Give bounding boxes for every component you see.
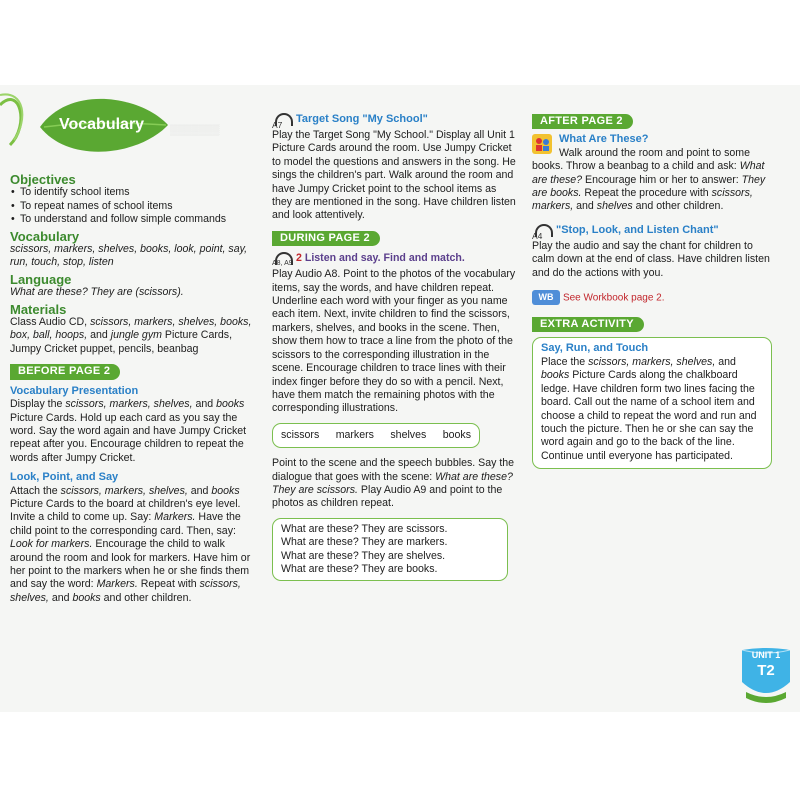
- bleed-through: ▒▒▒▒▒▒▒: [170, 125, 220, 136]
- listen-heading: Listen and say. Find and match.: [304, 252, 465, 265]
- language-heading: Language: [10, 271, 72, 287]
- during-page-bar: DURING PAGE 2: [272, 231, 516, 246]
- language-text: What are these? They are (scissors).: [10, 286, 184, 299]
- vocab-presentation-text: Display the scissors, markers, shelves, and books Picture Cards. Hold up each card as you say the word. Say the word again and have Jumpy Cricket repeat after you. Encourage children to repeat the words after Jumpy Cricket.: [10, 398, 247, 464]
- list-item: • To identify school items: [20, 186, 256, 199]
- extra-activity-bar: EXTRA ACTIVITY: [532, 317, 772, 332]
- extra-activity-box: [532, 337, 772, 469]
- chant-heading: "Stop, Look, and Listen Chant": [556, 223, 719, 236]
- workbook-ref: See Workbook page 2.: [562, 292, 665, 304]
- chant-text: Play the audio and say the chant for children to calm down at the end of class. Have children listen and do the actions with you.: [532, 239, 770, 279]
- after-page-bar: AFTER PAGE 2: [532, 114, 772, 129]
- listen-heading-line: [272, 252, 516, 268]
- chant-heading-line: [532, 224, 772, 240]
- list-item: • To understand and follow simple commands: [20, 213, 256, 226]
- vocabulary-leaf-header: [0, 85, 180, 165]
- word-box: [272, 423, 480, 448]
- look-point-say-heading: Look, Point, and Say: [10, 471, 119, 484]
- word-box-item: markers: [335, 428, 374, 441]
- what-are-these-heading: What Are These?: [559, 133, 649, 146]
- listen-text: Play Audio A8. Point to the photos of the vocabulary items, say the words, and have children repeat. Underline each word with your finger as you name each item. Next, invite children to find the scissors, markers, shelves, and books in the scene. Then, show them how to trace a line from the photo of the scissors to the corresponding illustration in the scene. Encourage children to trace lines with their index finger before they do so with a pencil. Next, have them match the remaining photos with the corresponding illustrations.: [272, 268, 516, 415]
- what-are-these-block: [532, 133, 772, 213]
- vocab-text: scissors, markers, shelves, books, look, point, say, run, touch, stop, listen: [10, 243, 248, 269]
- list-item: • To repeat names of school items: [20, 200, 256, 213]
- workbook-line: [532, 290, 772, 305]
- word-box-item: shelves: [390, 428, 427, 441]
- word-box-item: scissors: [281, 428, 320, 441]
- target-song-text: Play the Target Song "My School." Display all Unit 1 Picture Cards around the room. Use Jumpy Cricket to model the questions and answers in the song. He sings the children's part. Walk around the room and have Jumpy Cricket point to the school items as they are mentioned in the song. Have children listen and look attentively.: [272, 129, 516, 222]
- target-song-heading: Target Song "My School": [296, 113, 428, 125]
- vocab-presentation-heading: Vocabulary Presentation: [10, 384, 139, 397]
- middle-column: [272, 113, 516, 581]
- headphones-icon: A4: [532, 224, 554, 240]
- teacher-guide-page: [0, 85, 800, 712]
- workbook-icon: WB: [532, 290, 560, 305]
- unit-label: UNIT 1: [751, 650, 781, 660]
- right-column: [532, 114, 772, 469]
- activity-number: 2: [296, 252, 302, 265]
- dialogue-line: What are these? They are shelves.: [281, 549, 446, 562]
- left-column: [10, 173, 256, 605]
- vocab-heading: Vocabulary: [10, 228, 80, 244]
- say-run-touch-heading: Say, Run, and Touch: [541, 342, 649, 355]
- materials-heading: Materials: [10, 301, 67, 317]
- dialogue-line: What are these? They are books.: [281, 562, 438, 575]
- headphones-icon: A7: [272, 113, 294, 129]
- game-icon: [532, 134, 552, 154]
- what-are-these-text: Walk around the room and point to some books. Throw a beanbag to a child and ask: What are these? Encourage him or her to answer: They are books. Repeat the procedure with scissors, markers, and shelves and other children.: [532, 146, 766, 213]
- say-run-touch-text: Place the scissors, markers, shelves, and books Picture Cards along the chalkboard ledge. Have children form two lines facing the board. Call out the name of a school item and choose a child to repeat the word and run and touch the picture. Then he or she can say the word again and go to the back of the line. Continue until everyone has participated.: [541, 355, 757, 462]
- look-point-say-text: Attach the scissors, markers, shelves, and books Picture Cards to the board at children's eye level. Invite a child to come up. Say: Markers. Have the child point to the corresponding card. Then, say: Look for markers. Encourage the child to walk around the room and look for markers. Have him or her point to the markers when he or she finds them and say the word: Markers. Repeat with scissors, shelves, and books and other children.: [10, 484, 251, 604]
- materials-text: Class Audio CD, scissors, markers, shelves, books, box, ball, hoops, and jungle gym Picture Cards, Jumpy Cricket puppet, pencils, beanbag: [10, 316, 252, 355]
- scene-text: Point to the scene and the speech bubbles. Say the dialogue that goes with the scene: What are these? They are scissors. Play Audio A9 and point to the photos as children repeat.: [272, 457, 515, 510]
- objectives-heading: Objectives: [10, 172, 76, 187]
- headphones-icon: A8, A9: [272, 252, 294, 268]
- unit-badge: [740, 646, 792, 704]
- before-page-bar: BEFORE PAGE 2: [10, 364, 256, 379]
- dialogue-box: [272, 518, 508, 582]
- objectives-list: [10, 186, 256, 226]
- dialogue-line: What are these? They are scissors.: [281, 522, 448, 535]
- word-box-item: books: [442, 428, 471, 441]
- vocabulary-title: Vocabulary: [59, 116, 145, 133]
- target-song-block: [272, 113, 516, 129]
- page-number: T2: [757, 662, 775, 679]
- dialogue-line: What are these? They are markers.: [281, 536, 448, 549]
